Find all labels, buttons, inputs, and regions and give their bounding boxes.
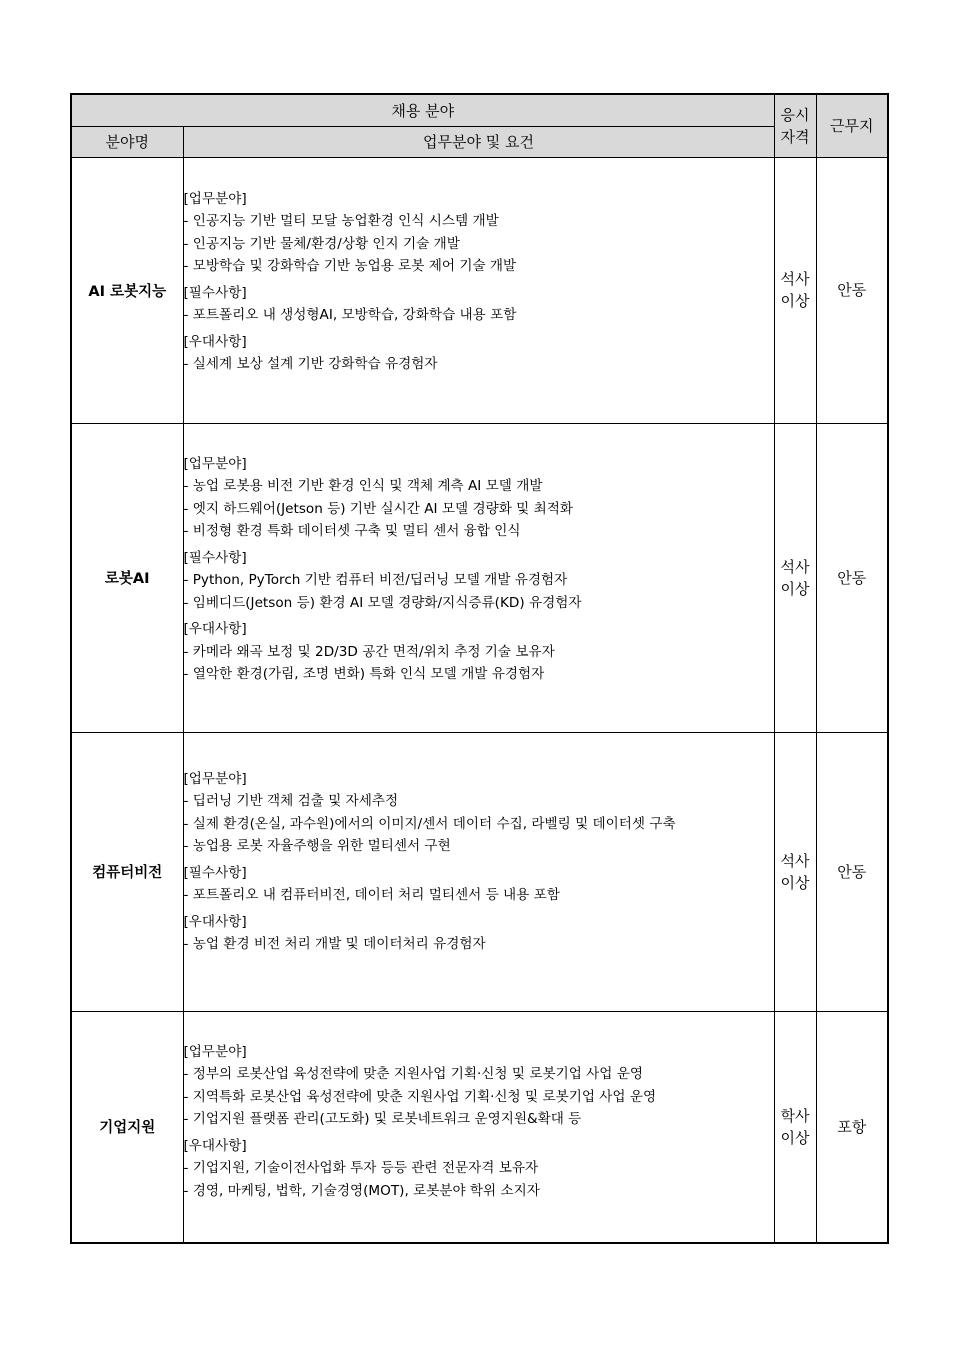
requirement-item: - 딥러닝 기반 객체 검출 및 자세추정 (183, 793, 399, 809)
duties-cell (183, 157, 774, 423)
qualification-cell (774, 732, 816, 1011)
requirement-item: - 포트폴리오 내 컴퓨터비전, 데이터 처리 멀티센서 등 내용 포함 (183, 887, 560, 903)
location-cell: 안동 (816, 423, 888, 732)
qualification-cell (774, 1011, 816, 1243)
duties-cell (183, 1011, 774, 1243)
section-title: [업무분야] (183, 455, 247, 472)
header-field-name: 분야명 (71, 126, 183, 157)
requirement-item: - 인공지능 기반 멀티 모달 농업환경 인식 시스템 개발 (183, 213, 499, 229)
section-title: [필수사항] (183, 549, 247, 566)
qualification-level: 이상 (780, 1128, 810, 1147)
location-cell: 안동 (816, 732, 888, 1011)
section-title: [우대사항] (183, 621, 247, 637)
section-title: [필수사항] (183, 284, 247, 301)
section-title: [업무분야] (183, 770, 247, 787)
requirement-item: - 농업 환경 비전 처리 개발 및 데이터처리 유경험자 (183, 936, 486, 952)
section-title: [우대사항] (183, 1137, 247, 1154)
requirement-item: - 엣지 하드웨어(Jetson 등) 기반 실시간 AI 모델 경량화 및 최적화 (183, 500, 574, 517)
qualification-degree: 석사 (780, 270, 810, 288)
requirement-item: - 지역특화 로봇산업 육성전략에 맞춘 지원사업 기획·신청 및 로봇기업 사업 운영 (183, 1088, 657, 1105)
qualification-degree: 석사 (780, 851, 810, 870)
requirement-item: - 농업용 로봇 자율주행을 위한 멀티센서 구현 (183, 838, 451, 854)
requirement-item: - 농업 로봇용 비전 기반 환경 인식 및 객체 계측 AI 모델 개발 (183, 478, 543, 494)
qualification-cell (774, 423, 816, 732)
table-row (71, 1011, 888, 1243)
qualification-level: 이상 (780, 873, 810, 892)
field-name-cell: 기업지원 (71, 1011, 183, 1243)
requirement-item: - 실세계 보상 설계 기반 강화학습 유경험자 (183, 356, 438, 372)
requirement-item: - 정부의 로봇산업 육성전략에 맞춘 지원사업 기획·신청 및 로봇기업 사업 운영 (183, 1066, 644, 1082)
qualification-degree: 석사 (780, 557, 810, 576)
location-cell: 안동 (816, 157, 888, 423)
field-name-cell: 로봇AI (71, 423, 183, 732)
requirement-item: - Python, PyTorch 기반 컴퓨터 비전/딥러닝 모델 개발 유경험자 (183, 572, 568, 588)
requirement-item: - 기업지원 플랫폼 관리(고도화) 및 로봇네트워크 운영지원&확대 등 (183, 1111, 582, 1127)
section-title: [업무분야] (183, 190, 247, 207)
section-title: [업무분야] (183, 1043, 247, 1060)
requirement-item: - 비정형 환경 특화 데이터셋 구축 및 멀티 센서 융합 인식 (183, 523, 521, 539)
header-field: 채용 분야 (71, 94, 774, 126)
requirement-item: - 실제 환경(온실, 과수원)에서의 이미지/센서 데이터 수집, 라벨링 및 데이터셋 구축 (183, 815, 676, 832)
qualification-level: 이상 (780, 579, 810, 598)
requirement-item: - 임베디드(Jetson 등) 환경 AI 모델 경량화/지식증류(KD) 유경험자 (183, 594, 582, 611)
requirement-item: - 열악한 환경(가림, 조명 변화) 특화 인식 모델 개발 유경험자 (183, 666, 545, 682)
header-location: 근무지 (816, 94, 888, 157)
duties-cell (183, 732, 774, 1011)
header-qualification: 응시 자격 (774, 94, 816, 157)
table-row (71, 157, 888, 423)
table-body (71, 157, 888, 1243)
header-duties: 업무분야 및 요건 (183, 126, 774, 157)
requirement-item: - 기업지원, 기술이전사업화 투자 등등 관련 전문자격 보유자 (183, 1160, 539, 1176)
qualification-level: 이상 (780, 292, 810, 310)
requirement-item: - 포트폴리오 내 생성형AI, 모방학습, 강화학습 내용 포함 (183, 307, 517, 323)
table-row (71, 732, 888, 1011)
duties-cell (183, 423, 774, 732)
recruitment-table (70, 93, 889, 1244)
requirement-item: - 인공지능 기반 물체/환경/상황 인지 기술 개발 (183, 235, 460, 252)
requirement-item: - 경영, 마케팅, 법학, 기술경영(MOT), 로봇분야 학위 소지자 (183, 1182, 540, 1199)
field-name-cell: AI 로봇지능 (71, 157, 183, 423)
qualification-cell (774, 157, 816, 423)
table-row (71, 423, 888, 732)
field-name-cell: 컴퓨터비전 (71, 732, 183, 1011)
section-title: [우대사항] (183, 333, 247, 350)
qualification-degree: 학사 (780, 1106, 810, 1125)
location-cell: 포항 (816, 1011, 888, 1243)
section-title: [필수사항] (183, 864, 247, 881)
requirement-item: - 카메라 왜곡 보정 및 2D/3D 공간 면적/위치 추정 기술 보유자 (183, 643, 555, 660)
requirement-item: - 모방학습 및 강화학습 기반 농업용 로봇 제어 기술 개발 (183, 258, 517, 274)
section-title: [우대사항] (183, 913, 247, 930)
